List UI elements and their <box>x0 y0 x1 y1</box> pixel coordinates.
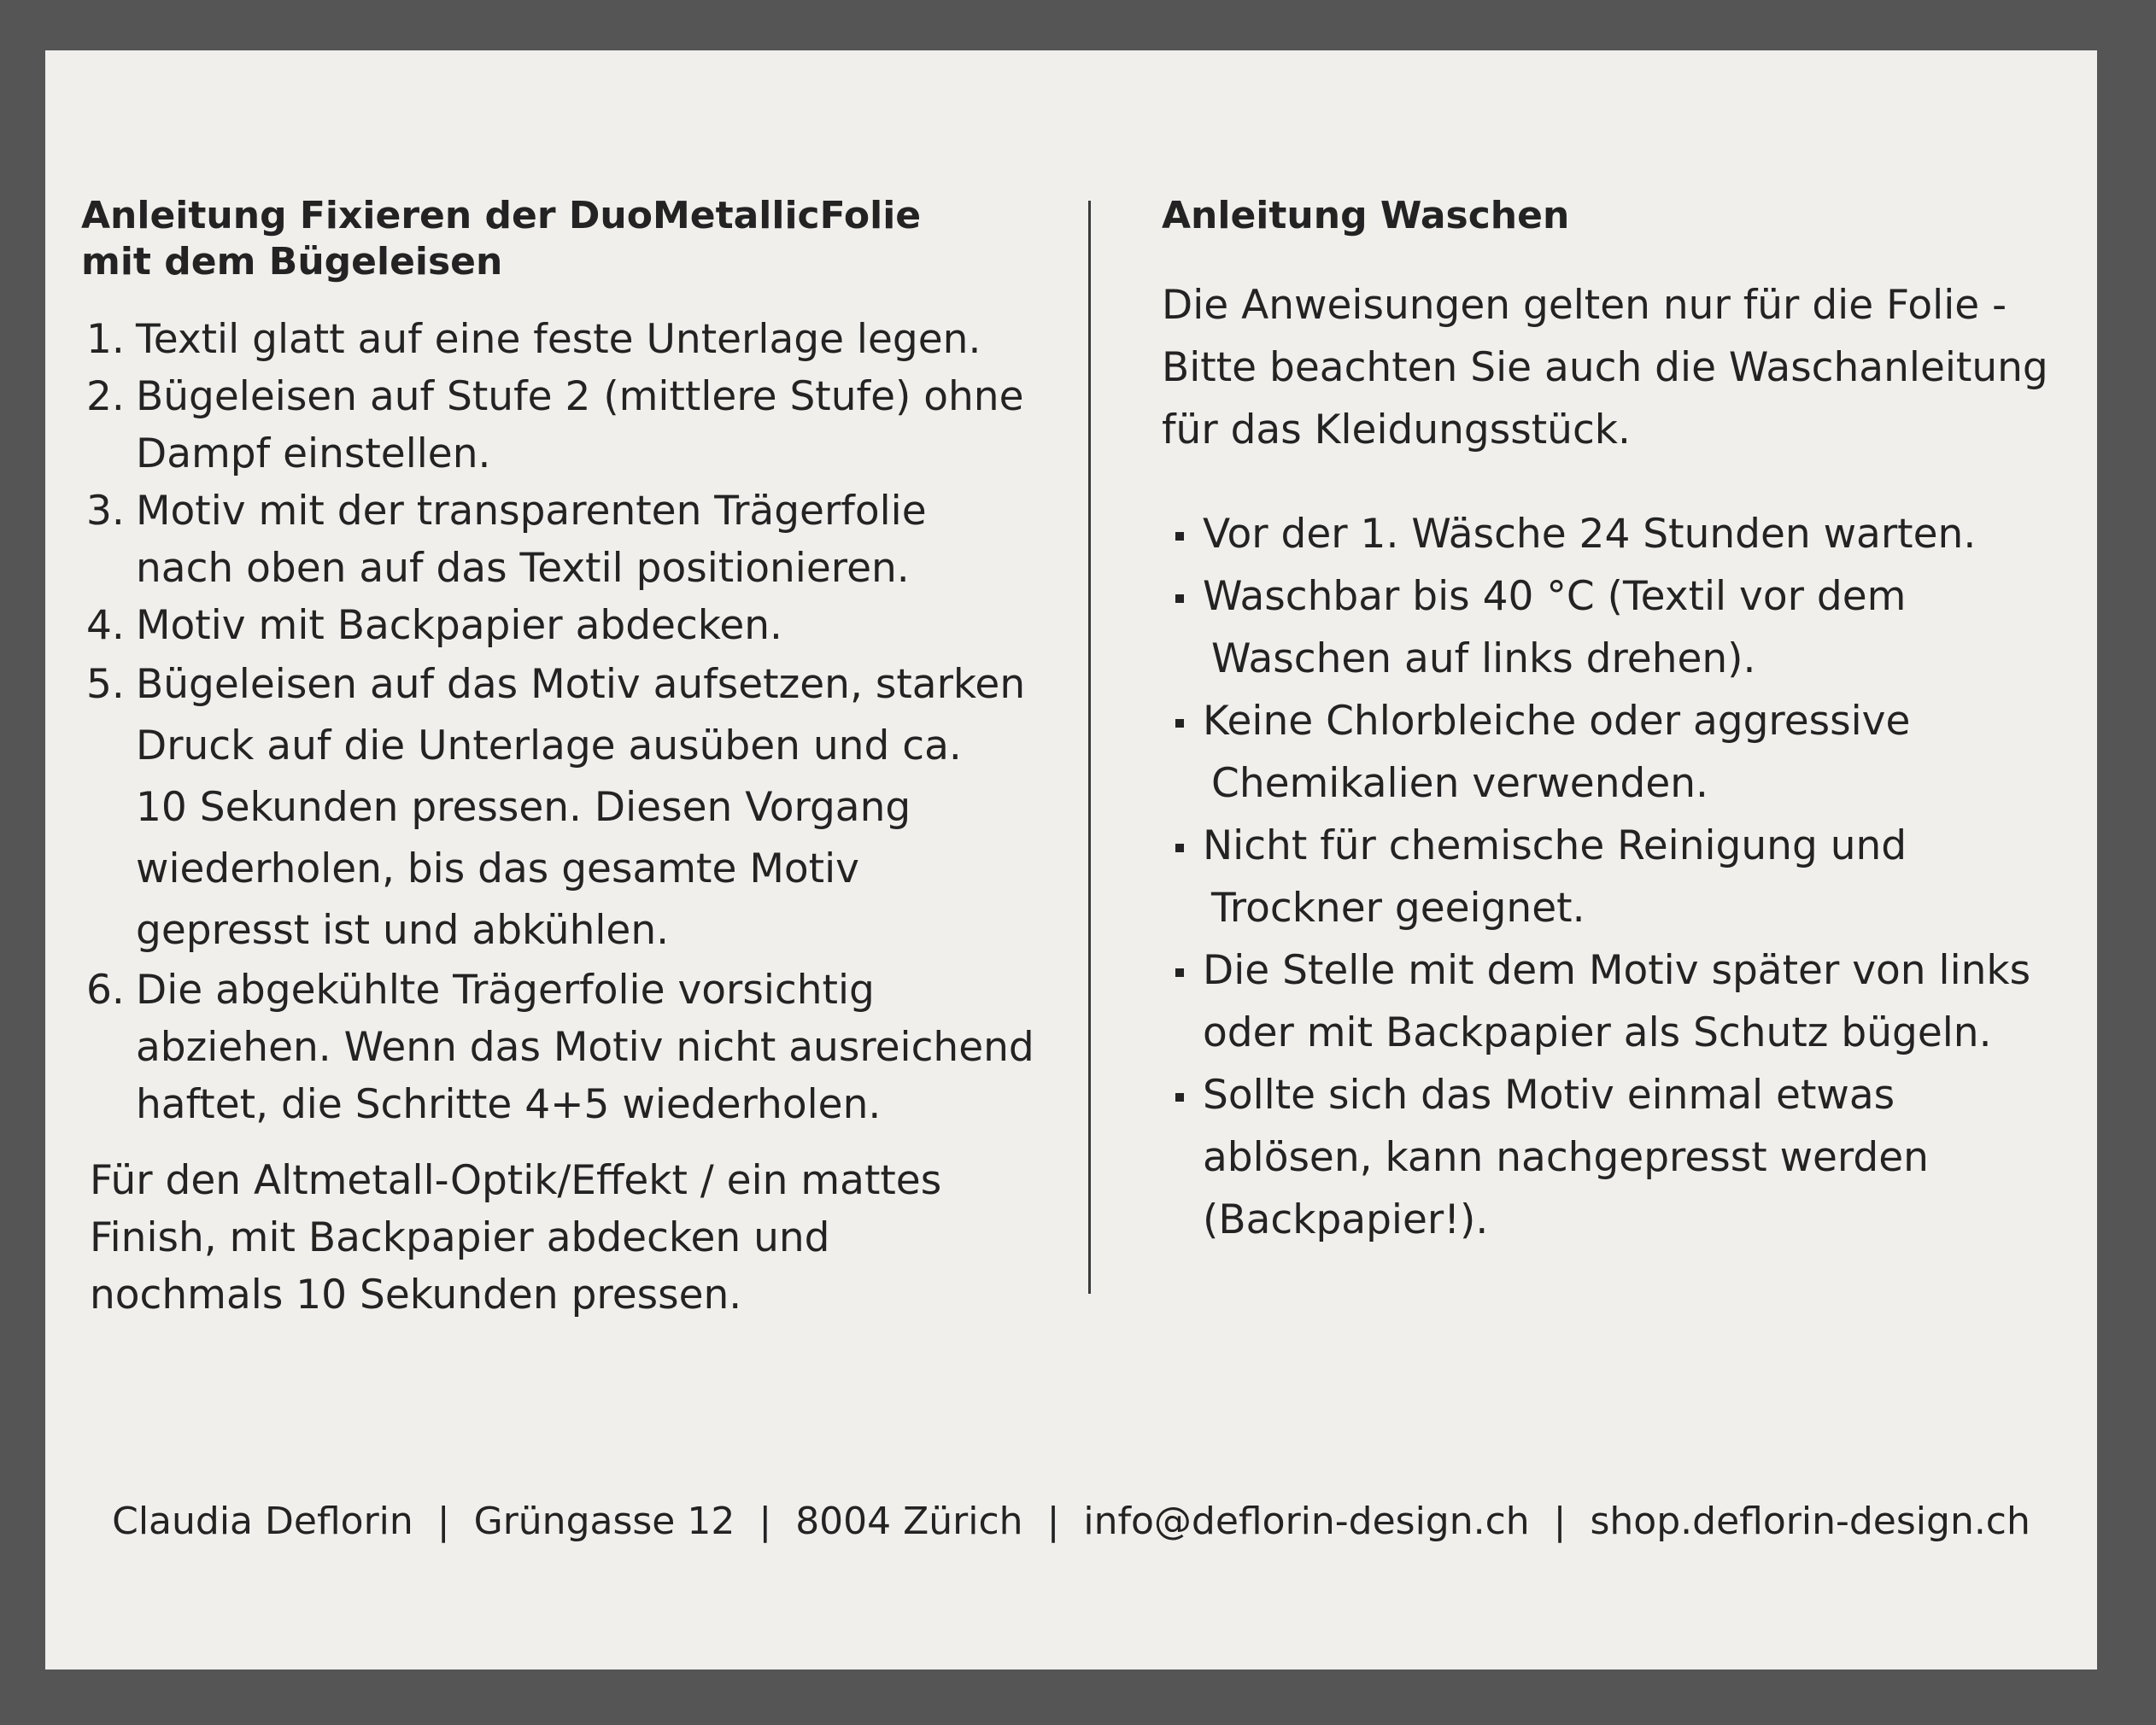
ironing-heading-line1: Anleitung Fixieren der DuoMetallicFolie <box>81 194 922 237</box>
step-item <box>81 962 1034 1133</box>
step-item <box>81 368 1034 482</box>
step-line: abziehen. Wenn das Motiv nicht ausreichend <box>136 1024 1034 1071</box>
bullet-line: Trockner geeignet. <box>1211 885 1585 932</box>
bullet-item <box>1174 565 2091 690</box>
step-line: Bügeleisen auf das Motiv aufsetzen, starken <box>136 661 1026 708</box>
intro-line: für das Kleidungsstück. <box>1162 406 1631 453</box>
washing-heading: Anleitung Waschen <box>1162 194 1570 237</box>
footer-city: 8004 Zürich <box>795 1500 1023 1543</box>
step-line: wiederholen, bis das gesamte Motiv <box>136 845 859 892</box>
step-line: Textil glatt auf eine feste Unterlage legen. <box>136 316 981 363</box>
bullet-line: Vor der 1. Wäsche 24 Stunden warten. <box>1203 511 1977 558</box>
footer-separator: | <box>759 1500 772 1543</box>
step-line: haftet, die Schritte 4+5 wiederholen. <box>136 1081 882 1128</box>
bullet-line: oder mit Backpapier als Schutz bügeln. <box>1203 1009 1992 1056</box>
step-number: 4. <box>86 602 125 649</box>
finish-line: Finish, mit Backpapier abdecken und <box>90 1214 830 1261</box>
step-line: Bügeleisen auf Stufe 2 (mittlere Stufe) ohne <box>136 373 1024 420</box>
bullet-item <box>1174 503 2091 565</box>
bullet-item <box>1174 1064 2091 1251</box>
contact-footer <box>45 1496 2097 1547</box>
washing-bullets <box>1174 503 2091 1251</box>
footer-email: info@deflorin-design.ch <box>1083 1500 1530 1543</box>
instruction-card <box>45 50 2097 1669</box>
footer-shop: shop.deflorin-design.ch <box>1590 1500 2030 1543</box>
step-line: gepresst ist und abkühlen. <box>136 907 670 954</box>
step-line: Die abgekühlte Trägerfolie vorsichtig <box>136 967 875 1014</box>
bullet-line: Nicht für chemische Reinigung und <box>1203 822 1907 869</box>
step-item <box>81 654 1034 962</box>
step-item <box>81 482 1034 597</box>
bullet-line: Sollte sich das Motiv einmal etwas <box>1203 1072 1895 1119</box>
ironing-heading-line2: mit dem Bügeleisen <box>81 240 503 284</box>
step-number: 6. <box>86 967 125 1014</box>
step-number: 1. <box>86 316 125 363</box>
step-line: 10 Sekunden pressen. Diesen Vorgang <box>136 784 911 831</box>
bullet-line: Keine Chlorbleiche oder aggressive <box>1203 698 1911 745</box>
finish-line: Für den Altmetall-Optik/Effekt / ein mattes <box>90 1157 942 1204</box>
step-item <box>81 311 1034 368</box>
bullet-item <box>1174 690 2091 815</box>
step-line: Motiv mit der transparenten Trägerfolie <box>136 488 927 535</box>
bullet-line: Chemikalien verwenden. <box>1211 760 1708 807</box>
footer-separator: | <box>436 1500 450 1543</box>
footer-street: Grüngasse 12 <box>473 1500 735 1543</box>
ironing-steps <box>81 311 1034 1133</box>
step-line: nach oben auf das Textil positionieren. <box>136 545 910 592</box>
bullet-item <box>1174 939 2091 1064</box>
finish-line: nochmals 10 Sekunden pressen. <box>90 1272 742 1319</box>
column-divider <box>1088 201 1091 1294</box>
intro-line: Bitte beachten Sie auch die Waschanleitung <box>1162 344 2048 391</box>
bullet-item <box>1174 815 2091 939</box>
bullet-line: Waschbar bis 40 °C (Textil vor dem <box>1203 573 1907 620</box>
bullet-line: ablösen, kann nachgepresst werden <box>1203 1134 1929 1181</box>
bullet-line: Die Stelle mit dem Motiv später von links <box>1203 947 2031 994</box>
step-number: 3. <box>86 488 125 535</box>
footer-name: Claudia Deflorin <box>112 1500 413 1543</box>
intro-line: Die Anweisungen gelten nur für die Folie - <box>1162 282 2007 329</box>
bullet-line: Waschen auf links drehen). <box>1211 635 1756 682</box>
bullet-line: (Backpapier!). <box>1203 1196 1489 1243</box>
washing-intro <box>1162 274 2067 461</box>
matte-finish-note <box>90 1152 1089 1324</box>
step-line: Dampf einstellen. <box>136 430 491 477</box>
ironing-heading <box>81 193 921 285</box>
footer-separator: | <box>1046 1500 1060 1543</box>
footer-separator: | <box>1553 1500 1567 1543</box>
step-line: Motiv mit Backpapier abdecken. <box>136 602 782 649</box>
step-item <box>81 597 1034 654</box>
step-number: 2. <box>86 373 125 420</box>
step-number: 5. <box>86 661 125 708</box>
step-line: Druck auf die Unterlage ausüben und ca. <box>136 722 962 769</box>
